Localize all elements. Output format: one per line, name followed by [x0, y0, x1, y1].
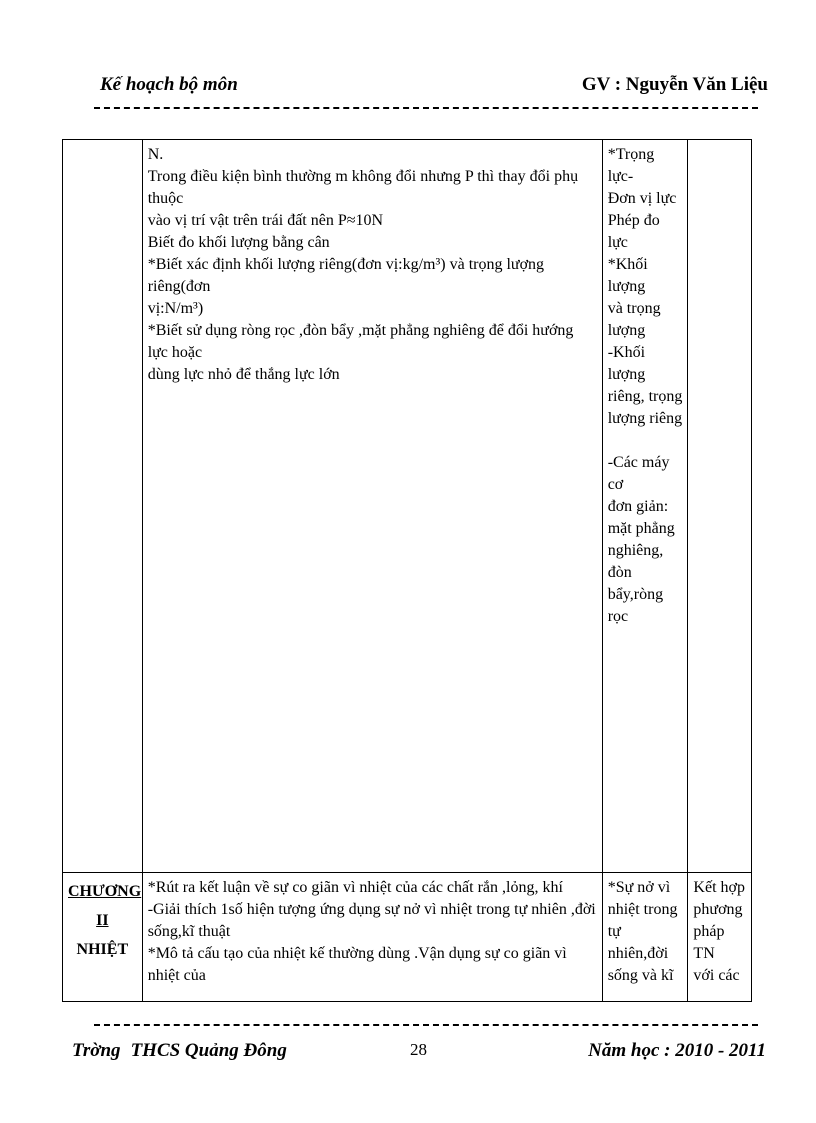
- text-line: với các: [693, 967, 740, 984]
- header-teacher: GV : Nguyễn Văn Liệu: [581, 74, 768, 95]
- content-cell: [602, 873, 688, 1002]
- table-row: [63, 140, 752, 873]
- text-line: đơn giản:: [607, 498, 669, 515]
- text-line: lượng riêng: [607, 410, 683, 427]
- text-line: lượng: [607, 322, 646, 339]
- text-line: -Các máy cơ: [607, 454, 670, 493]
- text-line: *Mô tả cấu tạo của nhiệt kế thường dùng .Vận dụng sự co giãn vì nhiệt của: [147, 945, 567, 984]
- text-line: Trong điều kiện bình thường m không đổi nhưng P thì thay đổi phụ thuộc: [147, 168, 579, 207]
- text-line: N.: [147, 146, 164, 163]
- text-line: *Biết xác định khối lượng riêng(đơn vị:kg/m³) và trọng lượng riêng(đơn: [147, 256, 545, 295]
- text-line: *Khối lượng: [607, 256, 648, 295]
- text-line: sống và kĩ: [607, 967, 674, 984]
- chapter-cell: [63, 140, 143, 873]
- text-line: *Sự nở vì: [607, 879, 671, 896]
- method-cell: [688, 140, 752, 873]
- text-line: Phép đo lực: [607, 212, 660, 251]
- text-line: vào vị trí vật trên trái đất nên P≈10N: [147, 212, 384, 229]
- text-line: -Khối lượng: [607, 344, 646, 383]
- footer-divider: [94, 1024, 758, 1026]
- content-cell: [602, 140, 688, 873]
- footer-school: [72, 1040, 297, 1062]
- text-line: phương: [693, 901, 743, 918]
- table-row: [63, 873, 752, 1002]
- text-line: mặt phẳng: [607, 520, 675, 537]
- text-line: *Trọng lực-: [607, 146, 655, 185]
- text-line: -Giải thích 1số hiện tượng ứng dụng sự nở vì nhiệt trong tự nhiên ,đời: [147, 901, 596, 918]
- text-line: Biết đo khối lượng bằng cân: [147, 234, 330, 251]
- text-line: dùng lực nhỏ để thắng lực lớn: [147, 366, 340, 383]
- spacer: [608, 430, 683, 452]
- footer-school-prefix: Trờng: [72, 1040, 121, 1061]
- text-line: nghiêng, đòn: [607, 542, 664, 581]
- page-number: 28: [410, 1040, 427, 1059]
- method-cell: [688, 873, 752, 1002]
- chapter-label: CHƯƠNG: [68, 883, 142, 900]
- chapter-cell: [63, 873, 143, 1002]
- text-line: vị:N/m³): [147, 300, 204, 317]
- chapter-title: NHIỆT: [76, 941, 129, 958]
- text-line: Kết hợp: [693, 879, 745, 896]
- chapter-number: II: [96, 912, 109, 929]
- text-line: *Biết sử dụng ròng rọc ,đòn bẩy ,mặt phẳng nghiêng để đổi hướng lực hoặc: [147, 322, 574, 361]
- text-line: riêng, trọng: [607, 388, 683, 405]
- objectives-cell: [142, 140, 602, 873]
- header-divider: [94, 107, 758, 109]
- text-line: *Rút ra kết luận về sự co giãn vì nhiệt của các chất rắn ,lỏng, khí: [147, 879, 563, 896]
- text-line: nhiệt trong: [607, 901, 678, 918]
- objectives-cell: [142, 873, 602, 1002]
- footer-school-year: Năm học : 2010 - 2011: [588, 1040, 766, 1061]
- text-line: pháp TN: [693, 923, 725, 962]
- text-line: bẩy,ròng rọc: [607, 586, 664, 625]
- text-line: sống,kĩ thuật: [147, 923, 231, 940]
- text-line: tự nhiên,đời: [607, 923, 669, 962]
- text-line: và trọng: [607, 300, 661, 317]
- text-line: Đơn vị lực: [607, 190, 677, 207]
- lesson-plan-table: [62, 139, 752, 1002]
- header-subject: Kế hoạch bộ môn: [100, 74, 238, 95]
- footer-school-name: THCS Quảng Đông: [130, 1040, 287, 1061]
